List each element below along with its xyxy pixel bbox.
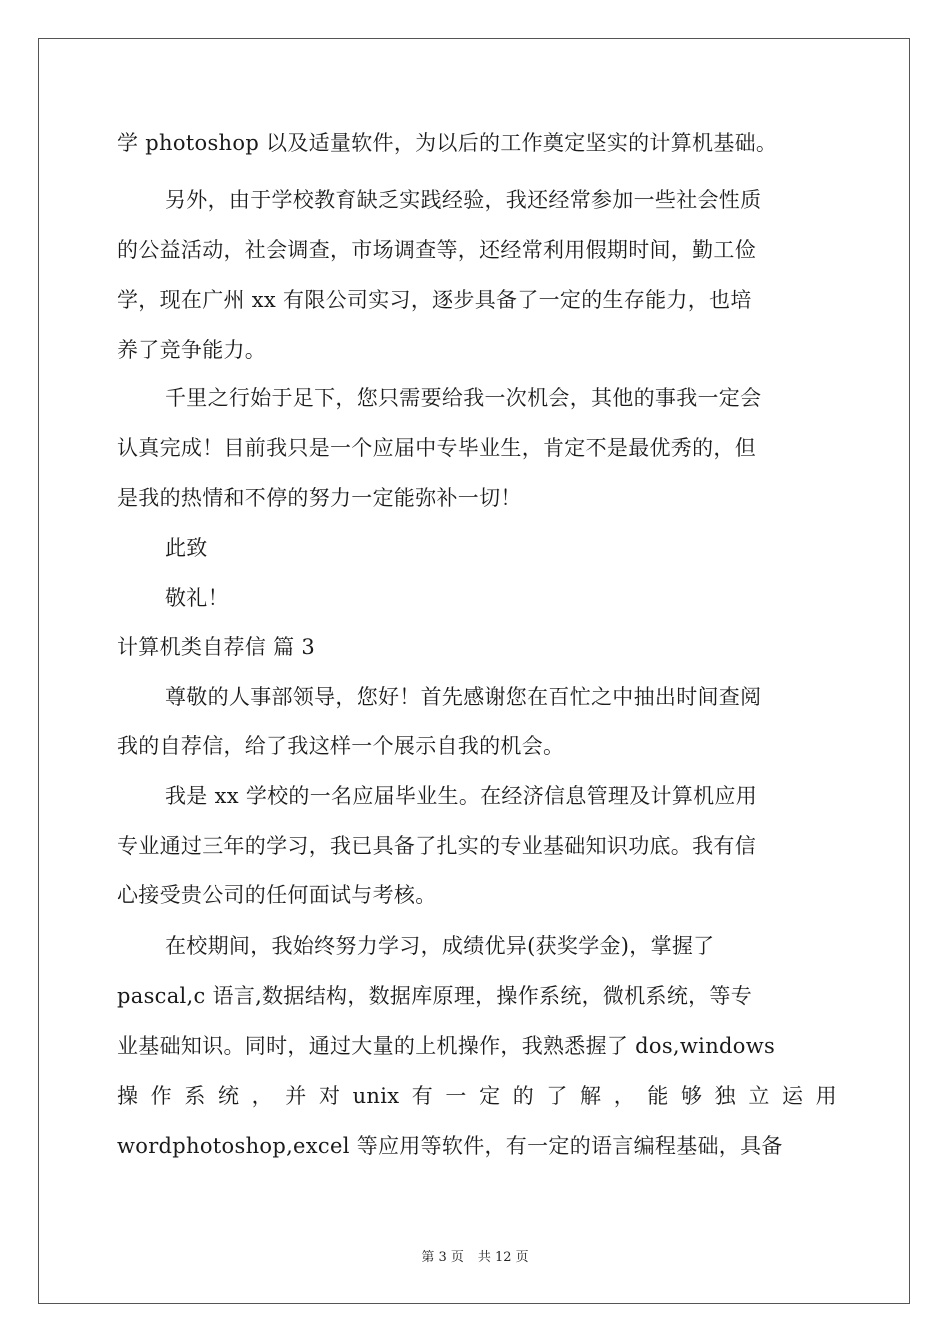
closing-salutation: 此致: [165, 536, 208, 560]
text-token: 能: [647, 1084, 669, 1108]
text-token: 独: [714, 1084, 736, 1108]
text-token: 统: [217, 1084, 240, 1108]
page-border: [38, 38, 910, 1304]
text-token: ，: [251, 1084, 273, 1108]
text-token: 的: [512, 1084, 535, 1108]
text-line: 另外，由于学校教育缺乏实践经验，我还经常参加一些社会性质: [165, 188, 762, 212]
text-line: pascal,c 语言,数据结构，数据库原理，操作系统，微机系统，等专: [117, 984, 753, 1008]
text-token: 用: [815, 1084, 837, 1108]
page-total: 共 12 页: [477, 1250, 529, 1265]
text-token: 系: [184, 1084, 206, 1108]
closing-regards: 敬礼！: [165, 586, 229, 610]
page-footer: [0, 1246, 950, 1265]
page-number: 第 3 页: [421, 1250, 464, 1265]
text-line: 认真完成！目前我只是一个应届中专毕业生，肯定不是最优秀的，但: [117, 436, 756, 460]
text-token: 有: [411, 1084, 434, 1108]
text-line: 我是 xx 学校的一名应届毕业生。在经济信息管理及计算机应用: [165, 784, 758, 808]
text-token: 作: [150, 1084, 172, 1108]
text-line: wordphotoshop,excel 等应用等软件，有一定的语言编程基础，具备: [117, 1134, 783, 1158]
text-token: 够: [681, 1084, 703, 1108]
text-token: ，: [613, 1084, 635, 1108]
text-line: 养了竞争能力。: [117, 338, 267, 362]
text-line: 的公益活动，社会调查，市场调查等，还经常利用假期时间，勤工俭: [117, 238, 756, 262]
text-token: unix: [352, 1084, 400, 1108]
text-token: 定: [479, 1084, 501, 1108]
text-line: 尊敬的人事部领导，您好！首先感谢您在百忙之中抽出时间查阅: [165, 685, 762, 709]
text-line: 心接受贵公司的任何面试与考核。: [117, 883, 437, 907]
text-line: 我的自荐信，给了我这样一个展示自我的机会。: [117, 734, 565, 758]
text-token: 解: [580, 1084, 602, 1108]
text-token: 对: [318, 1084, 341, 1108]
text-line: 学，现在广州 xx 有限公司实习，逐步具备了一定的生存能力，也培: [117, 288, 752, 312]
section-heading: 计算机类自荐信 篇 3: [117, 635, 316, 659]
text-line: 专业通过三年的学习，我已具备了扎实的专业基础知识功底。我有信: [117, 834, 756, 858]
text-token: 操: [117, 1084, 139, 1108]
text-token: 并: [285, 1084, 307, 1108]
text-line: 学 photoshop 以及适量软件，为以后的工作奠定坚实的计算机基础。: [117, 131, 778, 155]
text-token: 立: [748, 1084, 770, 1108]
text-token: 一: [445, 1084, 467, 1108]
text-line: 千里之行始于足下，您只需要给我一次机会，其他的事我一定会: [165, 386, 762, 410]
text-line: 业基础知识。同时，通过大量的上机操作，我熟悉握了 dos,windows: [117, 1034, 776, 1058]
text-token: 了: [546, 1084, 568, 1108]
text-line: 是我的热情和不停的努力一定能弥补一切！: [117, 486, 522, 510]
text-token: 运: [781, 1084, 804, 1108]
text-line: 在校期间，我始终努力学习，成绩优异(获奖学金)，掌握了: [165, 934, 715, 958]
justified-text-line: [117, 1081, 837, 1111]
